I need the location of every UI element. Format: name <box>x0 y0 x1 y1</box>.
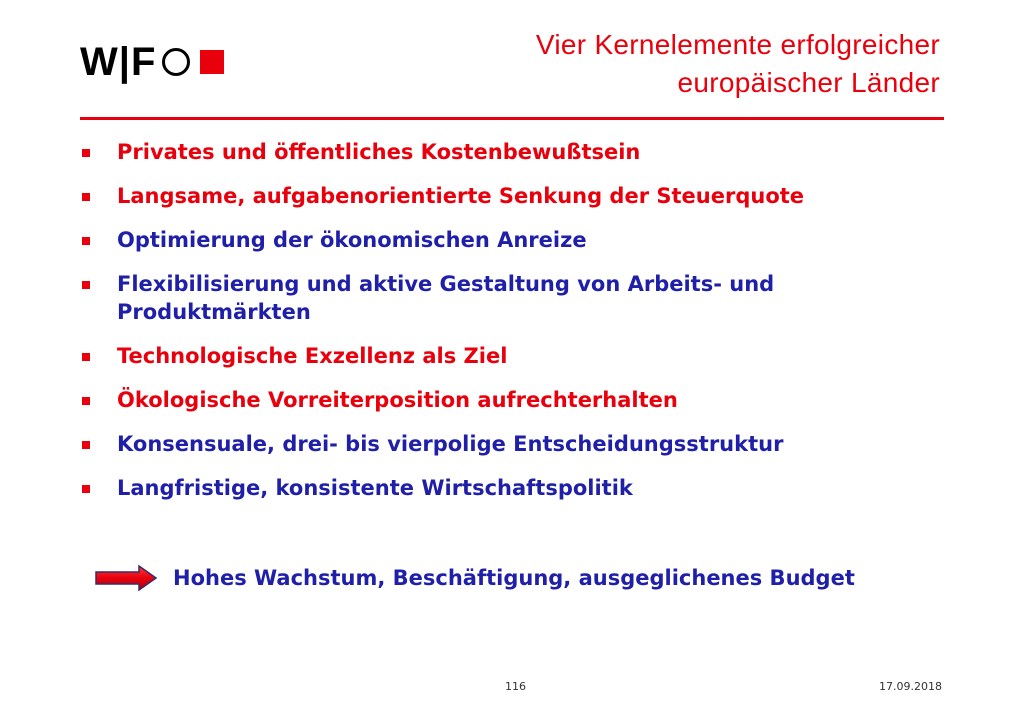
conclusion-text: Hohes Wachstum, Beschäftigung, ausgeglichenes Budget <box>173 566 855 590</box>
bullet-text: Langfristige, konsistente Wirtschaftspolitik <box>117 476 633 500</box>
title-line-1: Vier Kernelemente erfolgreicher <box>535 29 940 60</box>
bullet-text: Konsensuale, drei- bis vierpolige Entscheidungsstruktur <box>117 432 784 456</box>
bullet-item <box>82 182 942 210</box>
title-divider <box>80 117 944 120</box>
bullet-item <box>82 474 942 502</box>
bullet-text: Technologische Exzellenz als Ziel <box>117 344 508 368</box>
bullet-text: Ökologische Vorreiterposition aufrechterhalten <box>117 388 678 412</box>
bullet-square-icon <box>82 485 90 493</box>
bullet-square-icon <box>82 149 90 157</box>
bullet-item <box>82 386 942 414</box>
page-number: 116 <box>505 680 526 693</box>
logo-square-icon <box>200 50 224 74</box>
bullet-text: Privates und öffentliches Kostenbewußtsein <box>117 140 641 164</box>
bullet-square-icon <box>82 353 90 361</box>
bullet-item <box>82 138 942 166</box>
bullet-item <box>82 270 942 326</box>
bullet-square-icon <box>82 397 90 405</box>
bullet-text: Optimierung der ökonomischen Anreize <box>117 228 587 252</box>
right-arrow-icon <box>95 565 157 591</box>
bullet-square-icon <box>82 281 90 289</box>
bullet-item <box>82 226 942 254</box>
logo-circle-icon <box>162 48 190 76</box>
bullet-text: Langsame, aufgabenorientierte Senkung der Steuerquote <box>117 184 805 208</box>
title-line-2: europäischer Länder <box>677 67 940 98</box>
bullet-text: Flexibilisierung und aktive Gestaltung von Arbeits- und Produktmärkten <box>117 272 775 324</box>
footer-date: 17.09.2018 <box>879 680 942 693</box>
bullet-square-icon <box>82 237 90 245</box>
bullet-square-icon <box>82 441 90 449</box>
bullet-square-icon <box>82 193 90 201</box>
bullet-item <box>82 342 942 370</box>
logo-text: W|F <box>80 40 157 84</box>
bullet-item <box>82 430 942 458</box>
bullet-list <box>82 138 942 518</box>
conclusion <box>95 565 855 591</box>
slide-title <box>536 26 940 102</box>
wifo-logo <box>80 40 224 84</box>
